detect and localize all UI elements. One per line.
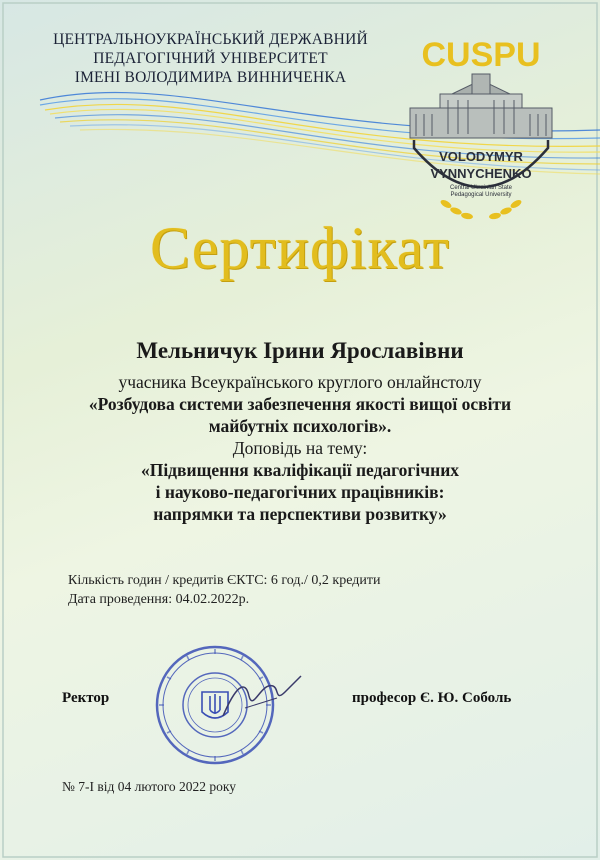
rector-signature xyxy=(215,668,305,728)
university-name-line-2: ПЕДАГОГІЧНИЙ УНІВЕРСИТЕТ xyxy=(93,50,328,67)
university-logo xyxy=(392,36,570,236)
university-name-line-1: ЦЕНТРАЛЬНОУКРАЇНСЬКИЙ ДЕРЖАВНИЙ xyxy=(53,31,368,48)
university-building-icon xyxy=(410,74,552,138)
rector-label: Ректор xyxy=(62,690,110,706)
certificate-number: № 7-І від 04 лютого 2022 року xyxy=(62,779,237,794)
body-line-event-title-1: «Розбудова системи забезпечення якості вищої освіти xyxy=(88,394,512,414)
recipient-name: Мельничук Ірини Ярославівни xyxy=(136,338,464,363)
logo-acronym: CUSPU xyxy=(421,36,541,74)
rector-name: професор Є. Ю. Соболь xyxy=(352,690,512,706)
hours-credits: Кількість годин / кредитів ЄКТС: 6 год./ 0,2 кредити xyxy=(68,573,381,588)
logo-name-line-1: VOLODYMYR xyxy=(439,149,523,164)
body-line-report-topic-2: і науково-педагогічних працівників: xyxy=(155,482,445,502)
university-name xyxy=(18,30,403,87)
university-name-line-3: ІМЕНІ ВОЛОДИМИРА ВИННИЧЕНКА xyxy=(74,69,347,86)
logo-sub-line-2: Pedagogical University xyxy=(450,192,512,198)
body-line-event-title-2: майбутніх психологів». xyxy=(208,416,392,436)
body-line-report-topic-1: «Підвищення кваліфікації педагогічних xyxy=(140,460,460,480)
event-date: Дата проведення: 04.02.2022р. xyxy=(68,592,250,607)
certificate-title: Сертифікат xyxy=(149,215,450,281)
body-line-report-topic-3: напрямки та перспективи розвитку» xyxy=(153,504,447,524)
body-line-participant: учасника Всеукраїнського круглого онлайнстолу xyxy=(118,372,482,392)
logo-name-line-2: VYNNYCHENKO xyxy=(430,166,532,181)
certificate-meta xyxy=(68,571,380,609)
logo-sub-line-1: Central Ukrainian State xyxy=(449,185,513,191)
body-line-report-label: Доповідь на тему: xyxy=(232,438,368,458)
certificate-body xyxy=(0,371,600,525)
